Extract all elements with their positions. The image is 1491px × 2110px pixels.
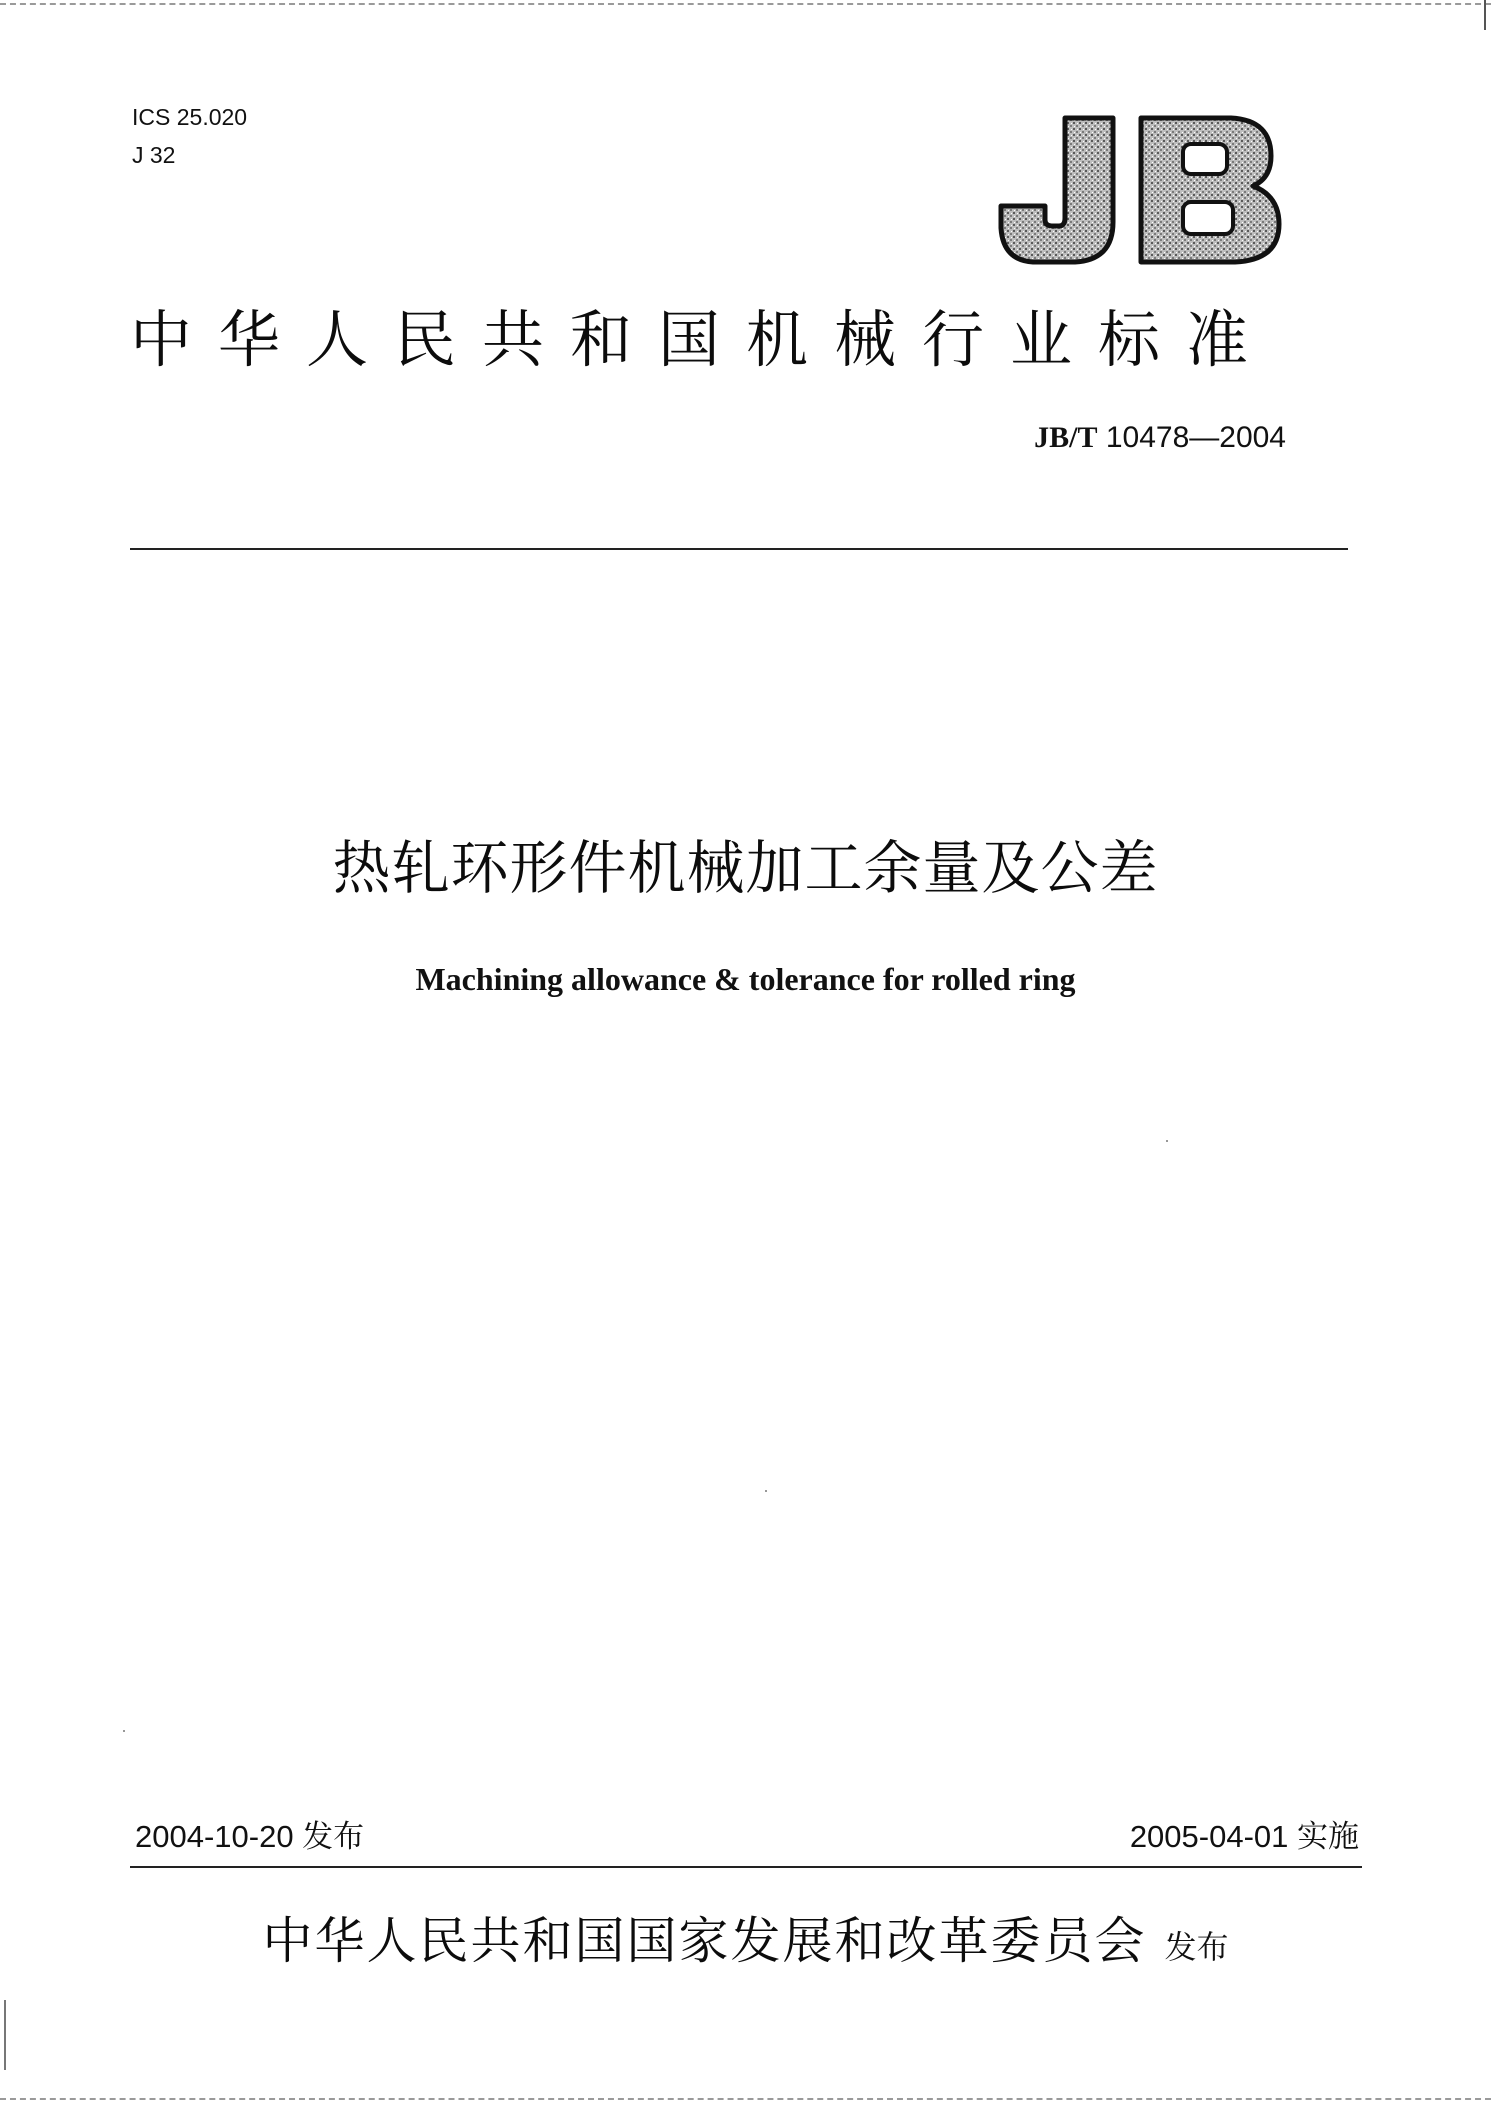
document-title-chinese: 热轧环形件机械加工余量及公差 — [332, 834, 1159, 902]
scan-dot — [1166, 1140, 1168, 1142]
issuer-suffix: 发布 — [1164, 1928, 1229, 1966]
standard-number — [1034, 418, 1286, 458]
standard-title: 中华人民共和国机械行业标准 — [130, 303, 1275, 376]
issuer-line — [0, 1906, 1491, 1982]
standard-number-value: 10478—2004 — [1097, 421, 1286, 454]
issue-date: 2004-10-20 发布 — [135, 1819, 365, 1854]
scan-dot — [765, 1490, 767, 1492]
scan-dot — [123, 1730, 125, 1732]
scan-edge-left — [4, 2000, 6, 2070]
effective-date: 2005-04-01 实施 — [1129, 1819, 1359, 1854]
issuer-name: 中华人民共和国国家发展和改革委员会 — [262, 1912, 1147, 1970]
footer-divider — [130, 1866, 1362, 1868]
document-title-english: Machining allowance & tolerance for rolled ring — [415, 961, 1076, 997]
ics-code: ICS 25.020 — [132, 104, 248, 130]
scan-edge-right — [1484, 0, 1486, 30]
jb-logo — [995, 110, 1285, 270]
scan-edge-top — [0, 3, 1491, 5]
scan-edge-bottom — [0, 2098, 1491, 2100]
standard-number-prefix: JB/T — [1034, 421, 1098, 454]
classification-code: J 32 — [132, 142, 176, 168]
header-divider — [130, 548, 1348, 550]
